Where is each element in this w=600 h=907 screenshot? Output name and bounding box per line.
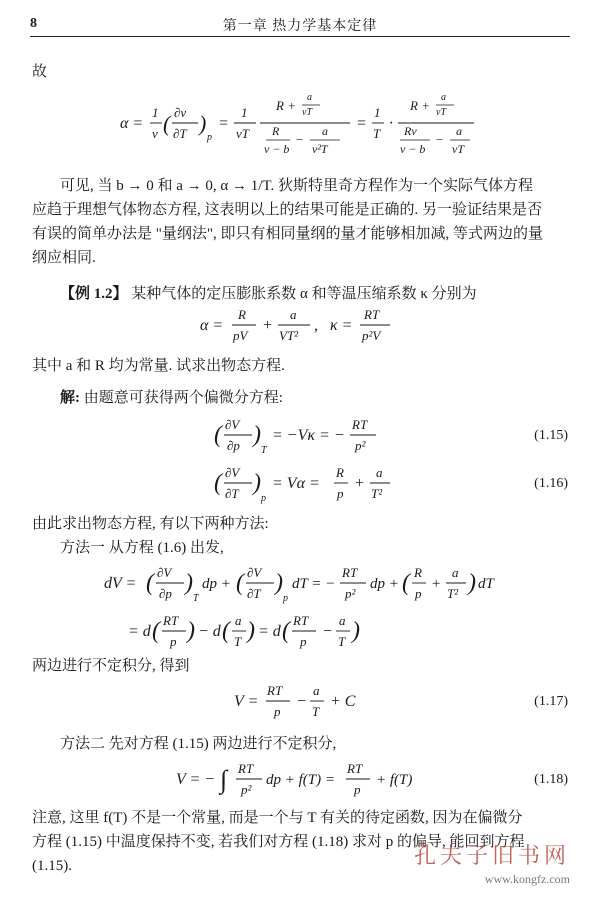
word-gu: 故	[32, 64, 48, 80]
svg-text:(: (	[214, 422, 222, 448]
svg-text:): )	[275, 570, 283, 596]
svg-text:): )	[247, 618, 255, 644]
solution-label: 解:	[60, 390, 80, 406]
equation-1-18	[0, 756, 600, 802]
svg-text:vT: vT	[302, 107, 312, 118]
running-title: 第一章 热力学基本定律	[222, 19, 378, 34]
svg-text:V =: V =	[234, 693, 259, 710]
svg-text:−: −	[435, 132, 444, 147]
svg-text:(: (	[402, 570, 410, 596]
svg-text:p: p	[274, 704, 281, 719]
page-header	[30, 10, 570, 37]
svg-text:∫: ∫	[220, 765, 228, 794]
svg-text:T²: T²	[447, 586, 459, 601]
svg-text:a: a	[339, 613, 346, 628]
svg-text:T: T	[234, 634, 242, 649]
svg-text:R: R	[336, 465, 344, 480]
svg-text:R: R	[238, 307, 246, 322]
svg-text:∂p: ∂p	[227, 438, 240, 453]
svg-text:v²T: v²T	[312, 142, 328, 156]
svg-text:= d: = d	[128, 623, 151, 640]
svg-text:p²: p²	[241, 782, 252, 797]
paragraph-line: 有误的简单办法是 "量纲法", 即只有相同量纲的量才能够相加减, 等式两边的量	[32, 226, 543, 242]
svg-text:∂T: ∂T	[225, 486, 239, 501]
svg-text:p²V: p²V	[362, 328, 381, 343]
svg-text:p: p	[354, 782, 361, 797]
svg-text:RT: RT	[342, 565, 358, 580]
svg-text:): )	[199, 111, 207, 136]
equation-number: (1.17)	[534, 694, 568, 709]
equation-number: (1.18)	[534, 772, 568, 787]
svg-text:(: (	[236, 570, 244, 596]
svg-text:−: −	[322, 623, 333, 640]
svg-text:a: a	[307, 92, 312, 103]
svg-text:p: p	[261, 493, 266, 504]
svg-text:Rv: Rv	[404, 124, 417, 138]
svg-text:p²: p²	[355, 438, 366, 453]
svg-text:RT: RT	[293, 613, 309, 628]
solution-text: 由题意可获得两个偏微分方程:	[83, 390, 283, 406]
svg-text:T: T	[312, 704, 320, 719]
equation-alpha-derivation	[0, 88, 600, 160]
page-number: 8	[30, 16, 37, 31]
svg-text:·: ·	[389, 115, 393, 132]
svg-text:∂p: ∂p	[159, 586, 172, 601]
watermark	[414, 839, 570, 887]
svg-text:a: a	[456, 124, 462, 138]
svg-text:p: p	[415, 586, 422, 601]
watermark-url: www.kongfz.com	[484, 872, 570, 886]
svg-text:v − b: v − b	[400, 142, 426, 156]
svg-text:): )	[187, 618, 195, 644]
svg-text:dp +: dp +	[370, 576, 399, 592]
watermark-chinese: 孔夫子旧书网	[413, 843, 570, 868]
paragraph-line: 可见, 当 b → 0 和 a → 0, α → 1/T. 狄斯特里奇方程作为一个实际气体方程	[60, 178, 533, 194]
example-heading	[60, 284, 568, 304]
equation-1-17	[0, 678, 600, 724]
svg-text:∂V: ∂V	[225, 465, 240, 480]
svg-text:∂V: ∂V	[247, 565, 262, 580]
svg-text:(: (	[282, 618, 290, 644]
svg-text:∂T: ∂T	[247, 586, 261, 601]
example-text: 某种气体的定压膨胀系数 α 和等温压缩系数 κ 分别为	[131, 286, 477, 302]
svg-text:+: +	[262, 317, 273, 334]
equation-alpha-kappa	[0, 302, 600, 350]
svg-text:RT: RT	[267, 683, 283, 698]
paragraph-line: 应趋于理想气体物态方程, 这表明以上的结果可能是正确的. 另一验证结果是否	[32, 202, 543, 218]
svg-text:RT: RT	[163, 613, 179, 628]
svg-text:= −Vκ = −: = −Vκ = −	[272, 427, 345, 444]
svg-text:R: R	[272, 124, 280, 138]
integrate-text: 两边进行不定积分, 得到	[32, 658, 190, 674]
svg-text:(: (	[222, 618, 230, 644]
svg-text:+ C: + C	[330, 693, 356, 710]
svg-text:p²: p²	[345, 586, 356, 601]
svg-text:= Vα =: = Vα =	[272, 475, 320, 492]
svg-text:dT = −: dT = −	[292, 576, 336, 592]
svg-text:p: p	[337, 486, 344, 501]
paragraph-line: 注意, 这里 f(T) 不是一个常量, 而是一个与 T 有关的待定函数, 因为在偏微分	[32, 810, 523, 826]
svg-text:dV =: dV =	[104, 575, 137, 592]
derive-text: 由此求出物态方程, 有以下两种方法:	[32, 516, 269, 532]
svg-text:a: a	[290, 307, 297, 322]
svg-text:R: R	[414, 565, 422, 580]
svg-text:− d: − d	[198, 623, 221, 640]
svg-text:VT²: VT²	[279, 328, 299, 343]
svg-text:+: +	[431, 576, 442, 592]
svg-text:a: a	[322, 124, 328, 138]
svg-text:∂T: ∂T	[173, 126, 187, 141]
svg-text:vT: vT	[452, 142, 464, 156]
svg-text:dT: dT	[478, 576, 494, 592]
svg-text:∂V: ∂V	[225, 417, 240, 432]
solution-intro	[60, 388, 568, 408]
svg-text:=: =	[218, 115, 229, 132]
svg-text:T: T	[373, 126, 381, 141]
svg-text:,: ,	[314, 317, 318, 334]
svg-text:=: =	[356, 115, 367, 132]
example-label: 【例 1.2】	[60, 286, 128, 302]
svg-text:p: p	[207, 132, 212, 143]
svg-text:): )	[253, 422, 261, 448]
svg-text:pV: pV	[233, 328, 248, 343]
svg-text:(: (	[146, 570, 154, 596]
svg-text:R +: R +	[410, 98, 430, 113]
svg-text:dp +: dp +	[202, 576, 231, 592]
equation-number: (1.16)	[534, 476, 568, 491]
svg-text:T: T	[193, 593, 199, 604]
svg-text:): )	[468, 570, 476, 596]
svg-text:1: 1	[241, 105, 248, 120]
svg-text:v − b: v − b	[264, 142, 290, 156]
svg-text:RT: RT	[352, 417, 368, 432]
paragraph-line: 方程 (1.15) 中温度保持不变, 若我们对方程 (1.18) 求对 p 的偏导, 能回到方程	[32, 834, 525, 850]
paragraph-line: 纲应相同.	[32, 250, 96, 266]
equation-1-15	[0, 410, 600, 460]
svg-text:−: −	[296, 693, 307, 710]
svg-text:RT: RT	[238, 761, 254, 776]
svg-text:R +: R +	[276, 98, 296, 113]
svg-text:a: a	[452, 565, 459, 580]
svg-text:vT: vT	[236, 126, 249, 141]
svg-text:p: p	[300, 634, 307, 649]
svg-text:p: p	[170, 634, 177, 649]
svg-text:∂V: ∂V	[157, 565, 172, 580]
svg-text:(: (	[152, 618, 160, 644]
example-after: 其中 a 和 R 均为常量. 试求出物态方程.	[32, 358, 285, 374]
svg-text:a: a	[235, 613, 242, 628]
svg-text:α =: α =	[200, 317, 224, 334]
svg-text:+ f(T): + f(T)	[376, 772, 413, 788]
svg-text:T²: T²	[371, 486, 383, 501]
svg-text:(: (	[214, 470, 222, 496]
svg-text:(: (	[163, 111, 171, 136]
paragraph-line: (1.15).	[32, 858, 72, 874]
svg-text:a: a	[313, 683, 320, 698]
svg-text:T: T	[261, 445, 267, 456]
svg-text:RT: RT	[347, 761, 363, 776]
equation-dV	[0, 560, 600, 656]
svg-text:p: p	[283, 593, 288, 604]
svg-text:): )	[352, 618, 360, 644]
svg-text:RT: RT	[364, 307, 380, 322]
svg-text:1: 1	[374, 105, 381, 120]
equation-number: (1.15)	[534, 428, 568, 443]
method-one: 方法一 从方程 (1.6) 出发,	[60, 540, 224, 556]
svg-text:a: a	[376, 465, 383, 480]
svg-text:T: T	[338, 634, 346, 649]
method-two: 方法二 先对方程 (1.15) 两边进行不定积分,	[60, 736, 337, 752]
svg-text:v: v	[152, 126, 158, 141]
svg-text:∂v: ∂v	[174, 105, 187, 120]
equation-1-16	[0, 458, 600, 508]
svg-text:dp + f(T) =: dp + f(T) =	[266, 772, 335, 788]
svg-text:−: −	[295, 132, 304, 147]
svg-text:+: +	[354, 475, 365, 492]
svg-text:= d: = d	[258, 623, 281, 640]
svg-text:α =: α =	[120, 115, 144, 132]
svg-text:a: a	[441, 92, 446, 103]
svg-text:V = −: V = −	[176, 771, 216, 788]
svg-text:): )	[253, 470, 261, 496]
svg-text:κ =: κ =	[330, 317, 353, 334]
svg-text:): )	[185, 570, 193, 596]
svg-text:1: 1	[152, 105, 159, 120]
svg-text:vT: vT	[436, 107, 446, 118]
